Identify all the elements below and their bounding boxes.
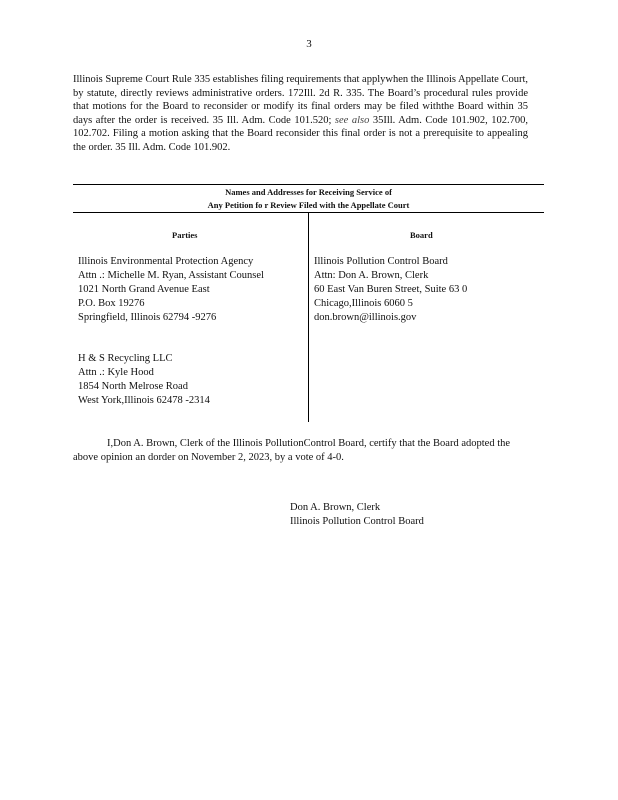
appeal-rules-paragraph xyxy=(73,73,528,155)
service-table-header xyxy=(73,186,544,212)
address-line: Illinois Pollution Control Board xyxy=(314,256,448,267)
signature-name: Don A. Brown, Clerk xyxy=(290,502,381,513)
address-line: Attn .: Kyle Hood xyxy=(78,367,154,378)
address-line: H & S Recycling LLC xyxy=(78,353,173,364)
page-number: 3 xyxy=(306,38,312,50)
board-address xyxy=(314,255,467,325)
address-line: Attn .: Michelle M. Ryan, Assistant Counsel xyxy=(78,270,264,281)
appeal-rules-text-part2: 35Ill. Adm. Code 101.902, 102.700, 102.702. Filing a motion asking that the Board reconsider this final order is not a prerequisite to appealing the order. 35 Ill. Adm. Code 101.902. xyxy=(73,114,529,153)
service-table-header-line-2: Any Petition fo r Review Filed with the Appellate Court xyxy=(207,200,410,210)
clerk-certification xyxy=(73,437,513,465)
parties-column-heading: Parties xyxy=(172,230,198,240)
address-line: 1854 North Melrose Road xyxy=(78,381,188,392)
party-address-iepa xyxy=(78,255,264,325)
board-column-heading: Board xyxy=(410,230,433,240)
party-address-hs-recycling xyxy=(78,352,210,408)
signature-organization: Illinois Pollution Control Board xyxy=(290,516,424,527)
service-table-header-line-1: Names and Addresses for Receiving Service of xyxy=(225,187,392,197)
board-email: don.brown@illinois.gov xyxy=(314,312,417,323)
table-column-divider xyxy=(308,212,309,422)
signature-block xyxy=(290,501,424,529)
appeal-rules-text-part1: Illinois Supreme Court Rule 335 establishes filing requirements that applywhen the Illinois Appellate Court, by statute, directly reviews administrative orders. 172Ill. 2d R. 335. The Board’s procedural rules provide that motions for the Board to reconsider or modify its final orders may be filed withthe Board within 35 days after the order is received. 35 Ill. Adm. Code 101.520; xyxy=(73,74,528,126)
address-line: P.O. Box 19276 xyxy=(78,298,145,309)
address-line: West York,Illinois 62478 -2314 xyxy=(78,395,210,406)
table-top-rule xyxy=(73,184,544,185)
certification-text: I,Don A. Brown, Clerk of the Illinois PollutionControl Board, certify that the Board adopted the above opinion an dorder on November 2, 2023, by a vote of 4-0. xyxy=(73,438,511,463)
address-line: Attn: Don A. Brown, Clerk xyxy=(314,270,429,281)
address-line: 60 East Van Buren Street, Suite 63 0 xyxy=(314,284,468,295)
see-also-citation-signal: see also xyxy=(334,114,370,126)
address-line: Illinois Environmental Protection Agency xyxy=(78,256,254,267)
address-line: Chicago,Illinois 6060 5 xyxy=(314,298,413,309)
address-line: 1021 North Grand Avenue East xyxy=(78,284,210,295)
address-line: Springfield, Illinois 62794 -9276 xyxy=(78,312,217,323)
